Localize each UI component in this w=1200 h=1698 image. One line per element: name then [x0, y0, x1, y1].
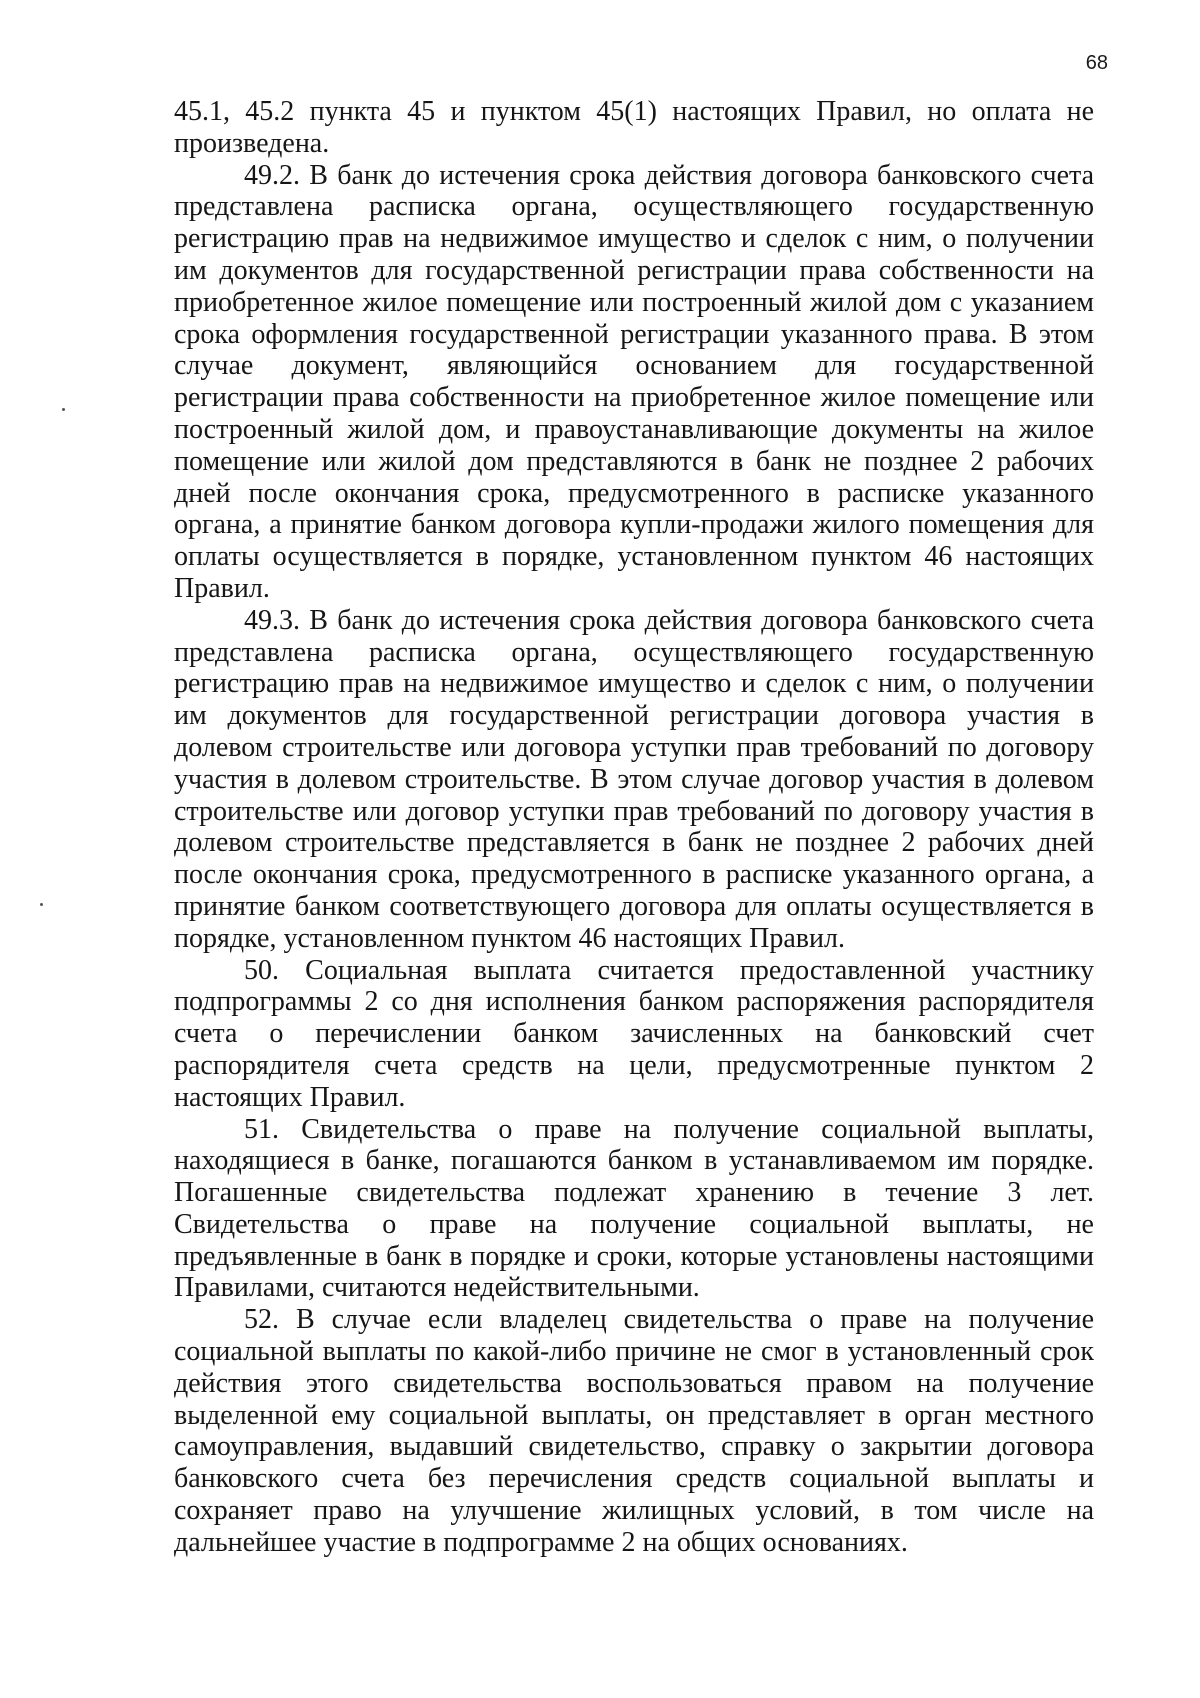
page-number: 68 [1085, 52, 1108, 74]
paragraph-continuation: 45.1, 45.2 пункта 45 и пунктом 45(1) настоящих Правил, но оплата не произведена. [174, 96, 1094, 159]
scan-speck [40, 903, 43, 906]
paragraph-49-2: 49.2. В банк до истечения срока действия договора банковского счета представлена расписка органа, осуществляющего государственную регистрацию прав на недвижимое имущество и сделок с ним, о получении им документов для государственной регистрации права собственности на приобретенное жилое помещение или построенный жилой дом с указанием срока оформления государственной регистрации указанного права. В этом случае документ, являющийся основанием для государственной регистрации права собственности на приобретенное жилое помещение или построенный жилой дом, и правоустанавливающие документы на жилое помещение или жилой дом представляются в банк не позднее 2 рабочих дней после окончания срока, предусмотренного в расписке указанного органа, а принятие банком договора купли-продажи жилого помещения для оплаты осуществляется в порядке, установленном пунктом 46 настоящих Правил. [174, 159, 1094, 604]
document-body [174, 96, 1094, 1559]
paragraph-49-3: 49.3. В банк до истечения срока действия договора банковского счета представлена расписка органа, осуществляющего государственную регистрацию прав на недвижимое имущество и сделок с ним, о получении им документов для государственной регистрации договора участия в долевом строительстве или договора уступки прав требований по договору участия в долевом строительстве. В этом случае договор участия в долевом строительстве или договор уступки прав требований по договору участия в долевом строительстве представляется в банк не позднее 2 рабочих дней после окончания срока, предусмотренного в расписке указанного органа, а принятие банком соответствующего договора для оплаты осуществляется в порядке, установленном пунктом 46 настоящих Правил. [174, 604, 1094, 954]
scan-speck [62, 408, 65, 411]
paragraph-51: 51. Свидетельства о праве на получение социальной выплаты, находящиеся в банке, погашаются банком в устанавливаемом им порядке. Погашенные свидетельства подлежат хранению в течение 3 лет. Свидетельства о праве на получение социальной выплаты, не предъявленные в банк в порядке и сроки, которые установлены настоящими Правилами, считаются недействительными. [174, 1113, 1094, 1304]
paragraph-50: 50. Социальная выплата считается предоставленной участнику подпрограммы 2 со дня исполнения банком распоряжения распорядителя счета о перечислении банком зачисленных на банковский счет распорядителя счета средств на цели, предусмотренные пунктом 2 настоящих Правил. [174, 954, 1094, 1113]
paragraph-52: 52. В случае если владелец свидетельства о праве на получение социальной выплаты по какой-либо причине не смог в установленный срок действия этого свидетельства воспользоваться правом на получение выделенной ему социальной выплаты, он представляет в орган местного самоуправления, выдавший свидетельство, справку о закрытии договора банковского счета без перечисления средств социальной выплаты и сохраняет право на улучшение жилищных условий, в том числе на дальнейшее участие в подпрограмме 2 на общих основаниях. [174, 1304, 1094, 1558]
